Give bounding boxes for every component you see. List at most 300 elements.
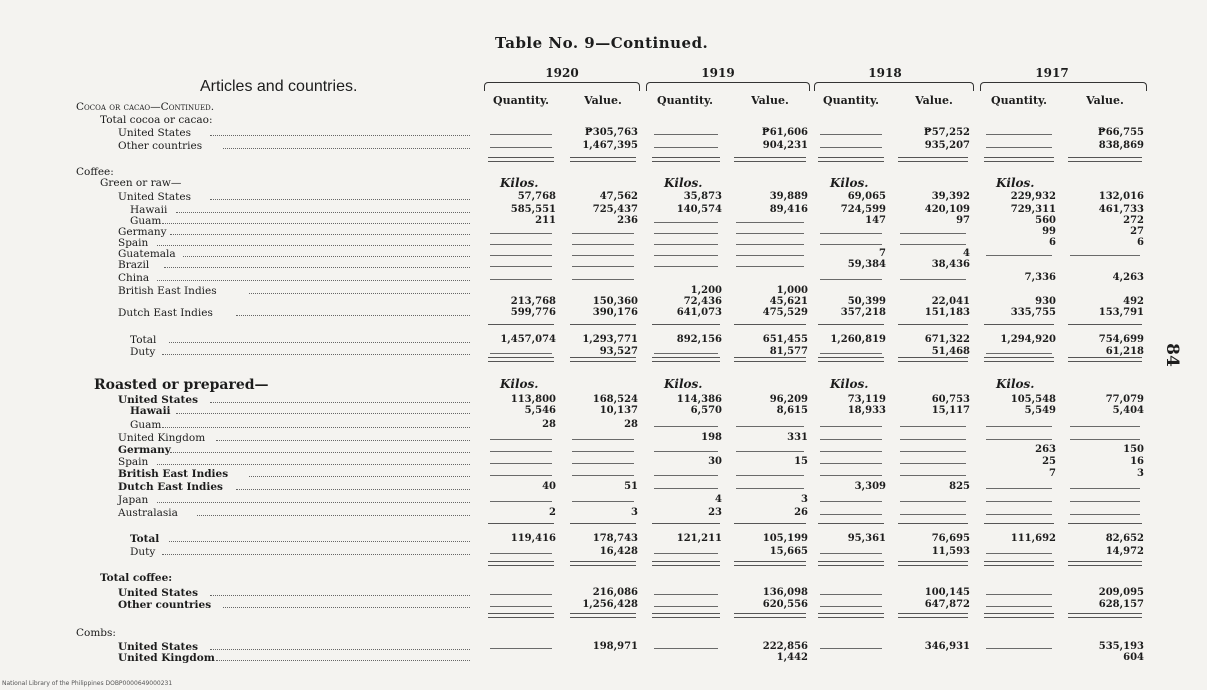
table-cell: 119,416 (510, 533, 556, 544)
total-rule (734, 361, 806, 362)
table-cell: 213,768 (510, 296, 556, 307)
column-header-quantity: Quantity. (656, 94, 713, 107)
row-label: Spain (118, 456, 149, 468)
subtotal-rule (818, 324, 884, 325)
year-header-1918: 1918 (868, 66, 902, 80)
total-rule (898, 617, 968, 618)
total-rule (984, 161, 1054, 162)
scan-footer: National Library of the Philippines DOBP0000649000231 (2, 680, 173, 687)
table-cell: 651,455 (762, 334, 808, 345)
year-brace (484, 82, 640, 91)
row-label: Coffee: (76, 166, 114, 178)
row-label: China (118, 272, 150, 284)
total-rule (984, 361, 1054, 362)
table-cell: 30 (708, 456, 722, 467)
empty-cell-dash (490, 353, 552, 354)
table-cell: 50,399 (847, 296, 886, 307)
empty-cell-dash (490, 451, 552, 452)
empty-cell-dash (736, 255, 804, 256)
table-cell: 222,856 (762, 641, 808, 652)
table-cell: 28 (542, 419, 556, 430)
table-cell: Kilos. (996, 176, 1035, 190)
empty-cell-dash (654, 606, 718, 607)
total-rule (570, 361, 636, 362)
empty-cell-dash (900, 439, 966, 440)
table-cell: 2 (549, 507, 556, 518)
leader-dots (216, 652, 470, 661)
total-rule (734, 561, 806, 562)
subtotal-rule (488, 523, 554, 524)
table-cell: 1,467,395 (582, 140, 638, 151)
row-label: Guam (130, 419, 162, 431)
table-cell: Kilos. (996, 377, 1035, 391)
total-rule (818, 161, 884, 162)
leader-dots (249, 285, 470, 294)
total-rule (488, 157, 554, 158)
column-header-quantity: Quantity. (822, 94, 879, 107)
table-cell: 60,753 (931, 394, 970, 405)
leader-dots (162, 346, 470, 355)
table-cell: 76,695 (931, 533, 970, 544)
table-cell: 45,621 (769, 296, 808, 307)
total-rule (488, 565, 554, 566)
leader-dots (183, 248, 470, 257)
table-cell: 3,309 (854, 481, 886, 492)
leader-dots (170, 444, 470, 453)
total-rule (734, 357, 806, 358)
empty-cell-dash (1070, 514, 1140, 515)
table-cell: 97 (956, 215, 970, 226)
table-cell: 904,231 (762, 140, 808, 151)
table-cell: 25 (1042, 456, 1056, 467)
table-cell: 585,551 (510, 204, 556, 215)
empty-cell-dash (736, 244, 804, 245)
table-cell: 95,361 (847, 533, 886, 544)
table-cell: 4 (963, 248, 970, 259)
table-cell: 150 (1123, 444, 1144, 455)
empty-cell-dash (986, 134, 1052, 135)
table-cell: 39,392 (931, 191, 970, 202)
total-rule (1068, 617, 1142, 618)
total-rule (652, 357, 720, 358)
table-cell: 15 (794, 456, 808, 467)
table-row (0, 507, 1207, 519)
table-cell: 620,556 (762, 599, 808, 610)
table-cell: 331 (787, 432, 808, 443)
empty-cell-dash (654, 222, 718, 223)
table-row (0, 191, 1207, 203)
table-cell: Kilos. (830, 176, 869, 190)
subtotal-rule (898, 324, 968, 325)
total-rule (652, 361, 720, 362)
total-rule (1068, 561, 1142, 562)
leader-dots (216, 432, 470, 441)
leader-dots (210, 587, 470, 596)
row-label: Duty (130, 546, 156, 558)
empty-cell-dash (654, 134, 718, 135)
subtotal-rule (652, 523, 720, 524)
empty-cell-dash (820, 426, 882, 427)
table-cell: 604 (1123, 652, 1144, 663)
table-cell: 209,095 (1098, 587, 1144, 598)
subtotal-rule (1068, 324, 1142, 325)
row-label: Total (130, 533, 160, 545)
table-cell: 5,549 (1024, 405, 1056, 416)
table-cell: 335,755 (1010, 307, 1056, 318)
row-label: Brazil (118, 259, 150, 271)
leader-dots (223, 140, 470, 149)
subtotal-rule (570, 324, 636, 325)
total-rule (570, 613, 636, 614)
table-row (0, 533, 1207, 545)
row-label: United States (118, 394, 198, 406)
empty-cell-dash (572, 501, 634, 502)
table-row (0, 140, 1207, 152)
row-label: Guam (130, 215, 162, 227)
table-row (0, 652, 1207, 664)
table-cell: 671,322 (924, 334, 970, 345)
table-cell: 216,086 (592, 587, 638, 598)
table-cell: 560 (1035, 215, 1056, 226)
total-rule (818, 357, 884, 358)
table-cell: 3 (1137, 468, 1144, 479)
leader-dots (157, 456, 470, 465)
table-row (0, 101, 1207, 113)
table-cell: 93,527 (599, 346, 638, 357)
leader-dots (236, 307, 470, 316)
table-cell: 168,524 (592, 394, 638, 405)
leader-dots (157, 237, 470, 246)
empty-cell-dash (820, 279, 882, 280)
total-rule (818, 561, 884, 562)
table-row (0, 272, 1207, 284)
table-cell: 641,073 (676, 307, 722, 318)
row-label: Australasia (118, 507, 178, 519)
table-cell: 40 (542, 481, 556, 492)
total-rule (898, 361, 968, 362)
table-cell: Kilos. (500, 377, 539, 391)
page-number: 84 (1161, 343, 1182, 367)
table-cell: Kilos. (664, 176, 703, 190)
table-cell: 6,570 (690, 405, 722, 416)
empty-cell-dash (572, 451, 634, 452)
table-cell: 121,211 (676, 533, 722, 544)
total-rule (652, 565, 720, 566)
table-cell: 1,256,428 (582, 599, 638, 610)
total-rule (570, 357, 636, 358)
empty-cell-dash (572, 439, 634, 440)
table-row (0, 599, 1207, 611)
empty-cell-dash (490, 501, 552, 502)
empty-cell-dash (820, 475, 882, 476)
empty-cell-dash (820, 553, 882, 554)
year-header-1917: 1917 (1035, 66, 1069, 80)
total-rule (1068, 361, 1142, 362)
empty-cell-dash (986, 501, 1052, 502)
table-cell: 81,577 (769, 346, 808, 357)
leader-dots (162, 215, 470, 224)
total-rule (570, 561, 636, 562)
table-cell: 754,699 (1098, 334, 1144, 345)
total-rule (818, 613, 884, 614)
year-header-1919: 1919 (701, 66, 735, 80)
table-cell: 1,293,771 (582, 334, 638, 345)
leader-dots (169, 533, 470, 542)
total-rule (898, 157, 968, 158)
table-cell: 73,119 (847, 394, 886, 405)
subtotal-rule (898, 523, 968, 524)
subtotal-rule (734, 523, 806, 524)
empty-cell-dash (986, 353, 1052, 354)
empty-cell-dash (654, 147, 718, 148)
table-cell: 725,437 (592, 204, 638, 215)
empty-cell-dash (490, 606, 552, 607)
table-row (0, 432, 1207, 444)
year-brace (814, 82, 974, 91)
table-cell: 8,615 (776, 405, 808, 416)
empty-cell-dash (820, 147, 882, 148)
leader-dots (164, 259, 470, 268)
empty-cell-dash (654, 244, 718, 245)
total-rule (734, 157, 806, 158)
table-cell: 1,260,819 (830, 334, 886, 345)
empty-cell-dash (986, 514, 1052, 515)
table-cell: 39,889 (769, 191, 808, 202)
empty-cell-dash (490, 147, 552, 148)
row-label: United States (118, 127, 191, 139)
empty-cell-dash (736, 488, 804, 489)
column-header-quantity: Quantity. (990, 94, 1047, 107)
table-cell: 930 (1035, 296, 1056, 307)
empty-cell-dash (654, 451, 718, 452)
table-row (0, 468, 1207, 480)
empty-cell-dash (1070, 439, 1140, 440)
table-cell: 535,193 (1098, 641, 1144, 652)
empty-cell-dash (820, 353, 882, 354)
table-cell: Kilos. (500, 176, 539, 190)
table-cell: 147 (865, 215, 886, 226)
table-cell: 272 (1123, 215, 1144, 226)
table-cell: 114,386 (676, 394, 722, 405)
total-rule (652, 617, 720, 618)
total-rule (652, 561, 720, 562)
table-row (0, 481, 1207, 493)
row-label: Other countries (118, 140, 203, 152)
row-label: British East Indies (118, 468, 229, 480)
leader-dots (157, 494, 470, 503)
column-header-value: Value. (751, 94, 789, 107)
table-cell: 69,065 (847, 191, 886, 202)
empty-cell-dash (572, 244, 634, 245)
empty-cell-dash (490, 134, 552, 135)
empty-cell-dash (490, 233, 552, 234)
table-cell: 729,311 (1010, 204, 1056, 215)
empty-cell-dash (900, 426, 966, 427)
table-cell: 825 (949, 481, 970, 492)
table-cell: 892,156 (676, 334, 722, 345)
table-cell: 647,872 (924, 599, 970, 610)
table-cell: 211 (535, 215, 556, 226)
empty-cell-dash (490, 648, 552, 649)
row-label: Roasted or prepared— (94, 377, 269, 393)
empty-cell-dash (820, 648, 882, 649)
table-cell: 1,294,920 (1000, 334, 1056, 345)
table-cell: 3 (631, 507, 638, 518)
empty-cell-dash (900, 514, 966, 515)
row-label: Other countries (118, 599, 212, 611)
row-label: United Kingdom (118, 432, 206, 444)
leader-dots (210, 191, 470, 200)
row-label: Cocoa or cacao—Continued. (76, 101, 215, 113)
row-label: Duty (130, 346, 156, 358)
total-rule (488, 561, 554, 562)
total-rule (1068, 157, 1142, 158)
table-cell: 59,384 (847, 259, 886, 270)
empty-cell-dash (654, 266, 718, 267)
table-cell: 6 (1137, 237, 1144, 248)
table-cell: 111,692 (1010, 533, 1056, 544)
table-cell: 51,468 (931, 346, 970, 357)
table-row (0, 259, 1207, 271)
total-rule (734, 613, 806, 614)
total-rule (818, 565, 884, 566)
empty-cell-dash (900, 279, 966, 280)
leader-dots (249, 468, 470, 477)
leader-dots (162, 419, 470, 428)
leader-dots (169, 334, 470, 343)
empty-cell-dash (490, 244, 552, 245)
table-cell: 229,932 (1010, 191, 1056, 202)
row-label: Spain (118, 237, 149, 249)
table-cell: 11,593 (931, 546, 970, 557)
empty-cell-dash (986, 488, 1052, 489)
table-cell: 15,665 (769, 546, 808, 557)
empty-cell-dash (1070, 488, 1140, 489)
table-cell: 151,183 (924, 307, 970, 318)
table-cell: 1,200 (690, 285, 722, 296)
subtotal-rule (984, 523, 1054, 524)
total-rule (898, 161, 968, 162)
row-label: United States (118, 587, 198, 599)
table-row (0, 546, 1207, 558)
subtotal-rule (984, 324, 1054, 325)
table-cell: 22,041 (931, 296, 970, 307)
table-cell: ₱66,755 (1097, 127, 1144, 138)
row-label: Germany (118, 444, 171, 456)
table-cell: 461,733 (1098, 204, 1144, 215)
year-brace (646, 82, 810, 91)
total-rule (734, 617, 806, 618)
total-rule (570, 157, 636, 158)
table-cell: 198,971 (592, 641, 638, 652)
empty-cell-dash (654, 553, 718, 554)
table-cell: 89,416 (769, 204, 808, 215)
total-rule (898, 357, 968, 358)
empty-cell-dash (490, 255, 552, 256)
table-title: Table No. 9—Continued. (495, 34, 709, 52)
empty-cell-dash (490, 463, 552, 464)
table-row (0, 444, 1207, 456)
total-rule (898, 613, 968, 614)
empty-cell-dash (572, 233, 634, 234)
subtotal-rule (570, 523, 636, 524)
total-rule (488, 617, 554, 618)
empty-cell-dash (820, 594, 882, 595)
empty-cell-dash (900, 244, 966, 245)
table-cell: 61,218 (1105, 346, 1144, 357)
row-label: United States (118, 191, 191, 203)
subtotal-rule (1068, 523, 1142, 524)
empty-cell-dash (654, 488, 718, 489)
table-cell: 599,776 (510, 307, 556, 318)
table-row (0, 334, 1207, 346)
empty-cell-dash (820, 501, 882, 502)
leader-dots (162, 546, 470, 555)
table-cell: 1,442 (776, 652, 808, 663)
table-cell: 16 (1130, 456, 1144, 467)
row-label: Total coffee: (100, 572, 173, 584)
table-cell: 724,599 (840, 204, 886, 215)
table-cell: 16,428 (599, 546, 638, 557)
table-cell: 475,529 (762, 307, 808, 318)
table-cell: 3 (801, 494, 808, 505)
table-cell: 105,199 (762, 533, 808, 544)
total-rule (818, 361, 884, 362)
leader-dots (176, 405, 470, 414)
table-cell: 77,079 (1105, 394, 1144, 405)
empty-cell-dash (572, 279, 634, 280)
table-cell: 113,800 (510, 394, 556, 405)
total-rule (488, 357, 554, 358)
total-rule (1068, 161, 1142, 162)
empty-cell-dash (900, 233, 966, 234)
empty-cell-dash (490, 266, 552, 267)
table-cell: 47,562 (599, 191, 638, 202)
table-cell: Kilos. (664, 377, 703, 391)
table-cell: 153,791 (1098, 307, 1144, 318)
table-row (0, 377, 1207, 393)
table-cell: 100,145 (924, 587, 970, 598)
total-rule (898, 565, 968, 566)
row-label: United States (118, 641, 198, 653)
table-row (0, 127, 1207, 139)
total-rule (1068, 613, 1142, 614)
table-cell: 346,931 (924, 641, 970, 652)
empty-cell-dash (736, 451, 804, 452)
empty-cell-dash (490, 439, 552, 440)
empty-cell-dash (986, 147, 1052, 148)
empty-cell-dash (986, 439, 1052, 440)
empty-cell-dash (820, 514, 882, 515)
articles-header: Articles and countries. (200, 78, 358, 95)
empty-cell-dash (1070, 255, 1140, 256)
table-row (0, 572, 1207, 584)
total-rule (984, 357, 1054, 358)
table-cell: 99 (1042, 226, 1056, 237)
table-cell: 178,743 (592, 533, 638, 544)
table-cell: Kilos. (830, 377, 869, 391)
empty-cell-dash (572, 475, 634, 476)
total-rule (652, 157, 720, 158)
empty-cell-dash (820, 233, 882, 234)
subtotal-rule (488, 324, 554, 325)
row-label: United Kingdom (118, 652, 215, 664)
total-rule (734, 565, 806, 566)
empty-cell-dash (490, 279, 552, 280)
table-row (0, 419, 1207, 431)
empty-cell-dash (820, 606, 882, 607)
table-row (0, 177, 1207, 189)
